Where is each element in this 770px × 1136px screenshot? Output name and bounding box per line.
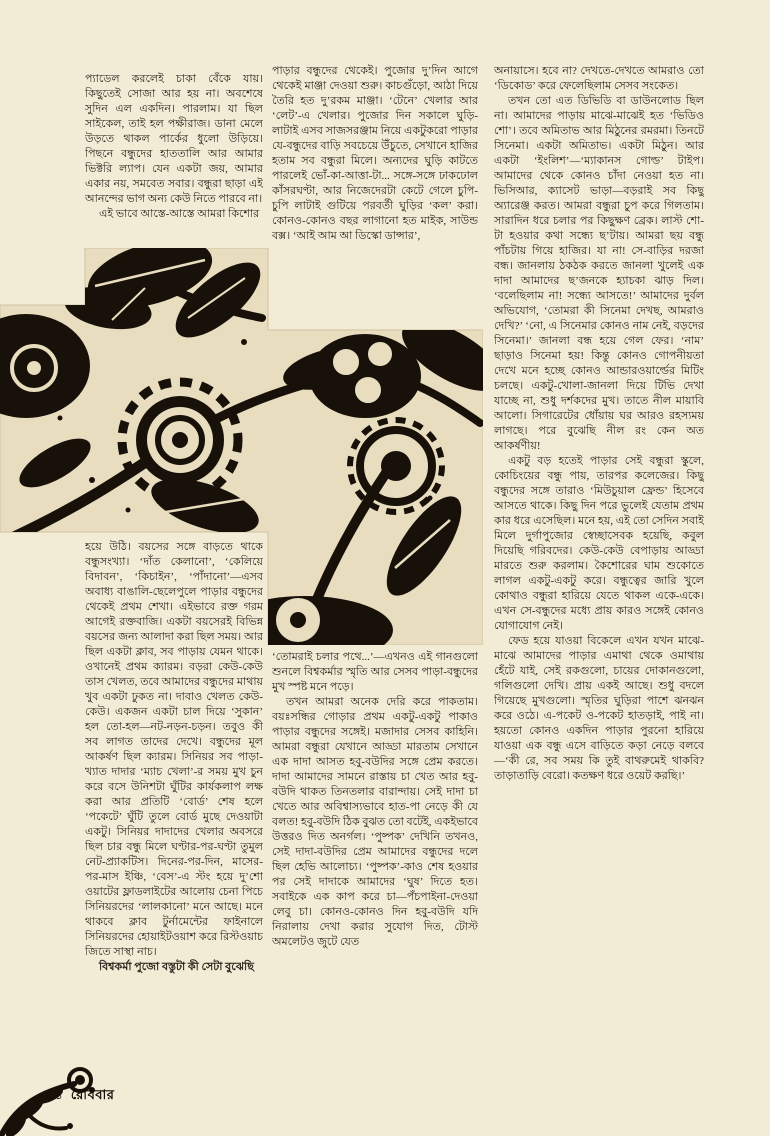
corner-floral-ornament-icon xyxy=(0,1030,100,1136)
page-number: ৫৪ xyxy=(46,1087,63,1102)
article-column-1-top xyxy=(85,72,263,248)
article-column-2-top xyxy=(272,64,478,326)
article-paragraph: এই ভাবে আস্তে-আস্তে আমরা কিশোর xyxy=(99,208,260,220)
article-paragraph: প্যাডেল করলেই চাকা বেঁকে যায়। কিছুতেই সোজা আর হয় না। অবশেষে সুদিন এল একদিন। পারলাম। যা ছিল সাইকেল, তাই হল পক্ষীরাজ। ডানা মেলে উড়তে থাকল পার্কের ধুলো উড়িয়ে। পিছনে বন্ধুদের হাততালি আর আমার ভিক্টরি ল্যাপ। যেন একটা জয়, আমার একার নয়, সমবেত সবার। বন্ধুরা ছাড়া এই আনন্দের ভাগ অন্য কেউ নিতে পারবে না। xyxy=(85,73,263,205)
article-paragraph: তখন আমরা অনেক দেরি করে পাকতাম। বয়ঃসন্ধির গোড়ার প্রথম একটু-একটু পাকাও পাড়ার বন্ধুদের সঙ্গেই। মজাদার সেসব কাহিনি। আমরা বন্ধুরা যেখানে আড্ডা মারতাম সেখানে এক দাদা আসত হবু-বউদির সঙ্গে প্রেম করতে। দাদা আমাদের সামনে রাস্তায় চা খেত আর হবু-বউদি থাকত তিনতলার বারান্দায়। সেই দাদা চা খেতে আর অবিশ্বাস্যভাবে হাত-পা নেড়ে কী যে বলত! হবু-বউদি ঠিক বুঝত তো বটেই, একইভাবে উত্তরও দিত অনর্গল। ‘পুষ্পক’ দেখিনি তখনও, সেই দাদা-বউদির প্রেম আমাদের বন্ধুদের দলে ছিল হেভি আলোচ্য। ‘পুষ্পক’-কাও শেষ হওয়ার পর সেই দাদাকে আমাদের ‘ঘুষ’ দিতে হত। সবাইকে এক কাপ করে চা—পঁচপাইনা-দেওয়া লেবু চা। কোনও-কোনও দিন হবু-বউদি যদি নিরালায় দেখা করার সুযোগ দিত, টোস্ট অমলেটও জুটে যেত xyxy=(272,696,478,948)
article-paragraph: ফেড হয়ে যাওয়া বিকেলে এখন যখন মাঝে-মাঝে আমাদের পাড়ার এমাথা থেকে ওমাথায় হেঁটে যাই, সেই রকগুলো, চায়ের দোকানগুলো, গলিগুলো দেখি। প্রায় একই আছে। শুধু বদলে গিয়েছে মুখগুলো। স্মৃতির ঘুড়িরা পাশে ঝনঝন করে ওঠে। এ-পকেট ও-পকেট হাতড়াই, পাই না। হয়তো কোনও একদিন পাড়ার পুরনো হারিয়ে যাওয়া এক বন্ধু এসে বাড়িতে কড়া নেড়ে বলবে—‘কী রে, সব সময় কি তুই বাথরুমেই থাকবি? তাড়াতাড়ি বেরো। কতক্ষণ ধরে ওয়েট করছি।’ xyxy=(494,635,704,782)
page-footer xyxy=(46,1086,114,1107)
article-paragraph: ‘তোমরাই চলার পথে...’—এখনও এই গানগুলো শুনলে বিশ্বকর্মার স্মৃতি আর সেসব পাড়া-বন্ধুদের মুখ স্পষ্ট মনে পড়ে। xyxy=(272,651,478,693)
article-column-2-bottom xyxy=(272,650,478,1088)
article-paragraph: অনায়াসে। হবে না? দেখতে-দেখতে আমরাও তো ‘ডিকোড’ করে ফেলেছিলাম সেসব সংকেত। xyxy=(494,65,704,92)
article-column-3 xyxy=(494,64,704,1088)
article-column-1-bottom xyxy=(85,540,263,1088)
article-paragraph: পাড়ার বন্ধুদের থেকেই। পুজোর দু’দিন আগে থেকেই মাঞ্জা দেওয়া শুরু। কাচগুঁড়ো, আঠা দিয়ে তৈরি হত দু’রকম মাঞ্জা। ‘টেনে’ খেলার আর ‘লেট’-এ খেলার। পুজোর দিন সকালে ঘুড়ি-লাটাই এসব সাজসরঞ্জাম নিয়ে একটুকরো পাড়ার যে-বন্ধুদের বাড়ি সবচেয়ে উঁচুতে, সেখানে হাজির হতাম সব বন্ধুরা মিলে। অন্যদের ঘুড়ি কাটতে পারলেই ভোঁ-কা-আত্তা-টা... সঙ্গে-সঙ্গে ঢাকঢোল কাঁসরঘণ্টা, আর নিজেদেরটা কেটে গেলে চুপি-চুপি লাটাই গুটিয়ে পরবর্তী ঘুড়ির ‘কল’ করা। কোনও-কোনও বছর লাগানো হত মাইক, সাউন্ড বক্স। ‘আই আম আ ডিস্কো ডান্সার’, xyxy=(272,65,478,242)
article-paragraph: হয়ে উঠি। বয়সের সঙ্গে বাড়তে থাকে বন্ধুসংখ্যা। ‘দাঁত কেলানো’, ‘কেলিয়ে বিদাবন’, ‘কিচাইন’, ‘পাঁদানো’—এসব অবাধ্য বাঙালি-ছেলেপুলে পাড়ার বন্ধুদের থেকেই প্রথম শেখা। এইভাবে রক্ত গরম আগেই রক্তবাজি। একটা বয়সেরই বিভিন্ন বয়সের জন্য আলাদা করা ছিল সময়। আর ছিল একটা ক্লাব, সব পাড়ায় যেমন থাকে। ওখানেই প্রথম ক্যারম। বড়রা কেউ-কেউ তাস খেলত, তবে আমাদের বন্ধুদের মাথায় খুব একটা ঢুকত না। দাবাও খেলত কেউ-কেউ। একজন একটা চাল দিয়ে ‘সুকান’ হল তো-হল—নট-নড়ন-চড়ন। তবুও কী সব লাগত তাদের দেখে। বন্ধুদের মূল আকর্ষণ ছিল ক্যারম। সিনিয়র সব পাড়া-খ্যাত দাদার ‘ম্যাচ খেলা’-র সময় মুখ চুন করে বসে উনিশটা ঘুঁটির কার্যকলাপ লক্ষ করা আর প্রতিটি ‘বোর্ড’ শেষ হলে ‘পকেটে’ ঘুঁটি তুলে বোর্ড মুছে দেওয়াটা একটু। সিনিয়র দাদাদের খেলার অবসরে ছিল চার বন্ধু মিলে ঘণ্টার-পর-ঘণ্টা তুমুল নেট-প্র্যাকটিস। দিনের-পর-দিন, মাসের-পর-মাস ইঞ্চি, ‘বেস’-এ স্টং হয়ে দু’শো ওয়াটের ফ্লাডলাইটের আলোয় চেনা পিচে সিনিয়রদের ‘লালকানো’ মনে আছে। মনে থাকবে ক্লাব টুর্নামেন্টের ফাইনালে সিনিয়রদের হোয়াইটওয়াশ করে রিস্টওয়াচ জিতে সাস্থা নাচ। xyxy=(85,541,263,958)
article-paragraph: একটু বড় হতেই পাড়ার সেই বন্ধুরা স্কুলে, কোচিংয়ের বন্ধু পায়, তারপর কলেজের। কিছু বন্ধুদের সঙ্গে তারাও ‘মিউচুয়াল ফ্রেন্ড’ হিসেবে আসতে থাকে। কিছু দিন পরে ভুলেই যেতাম প্রথম কার ধরে এসেছিল। মনে হয়, এই তো সেদিন সবাই মিলে দুর্গাপুজোর স্বেচ্ছাসেবক হয়েছি, কবুল দিয়েছি গরিবদের। কেউ-কেউ বেপাড়ায় আড্ডা মারতে শুরু করলাম। কৈশোরের ঘাম শুকোতে লাগল একটু-একটু করে। বন্ধুত্বের জারি খুলে কোথাও বন্ধুরা হারিয়ে যেতে থাকল একে-একে। এখন সে-বন্ধুদের মধ্যে প্রায় কারও সঙ্গেই কোনও যোগাযোগ নেই। xyxy=(494,455,704,632)
flower-motif-bottom xyxy=(276,598,320,642)
magazine-name: রোববার xyxy=(70,1087,115,1102)
article-paragraph: তখন তো এত ডিভিডি বা ডাউনলোড ছিল না। আমাদের পাড়ায় মাঝে-মাঝেই হত ‘ভিডিও শো’। তবে অমিতাভ আর মিঠুনের রমরমা। তিনটে সিনেমা। একটা অমিতাভ। একটা মিঠুন। আর একটা ‘ইংলিশ’—‘ম্যাকানস গোল্ড’ টাইপ। আমাদের থেকে কোনও চাঁদা নেওয়া হত না। ভিসিআর, ক্যাসেট ভাড়া—বড়রাই সব কিছু অ্যারেঞ্জ করত। আমরা বন্ধুরা চুপ করে গিলতাম। সারাদিন ধরে চলার পর কিছুক্ষণ ব্রেক। লাস্ট শো-টা হওয়ার কথা সন্ধ্যে ছ’টায়। আমরা ছয় বন্ধু পাঁচটায় গিয়ে হাজির। যা না! সে-বাড়ির দরজা বন্ধ। জানলায় ঠকঠক করতে জানলা খুলেই এক দাদা আমাদের ছ’জনকে হ্যাচকা ঝাড় দিল। ‘বলেছিলাম না! সন্ধ্যে আসতে!’ আমাদের দুর্বল অভিযোগ, ‘তোমরা কী সিনেমা দেখছ, আমরাও দেখি?’ ‘নো, এ সিনেমার কোনও নাম নেই, বড়দের সিনেমা।’ জানলা বন্ধ হয়ে গেল ফের। ‘নাম’ ছাড়াও সিনেমা হয়! কিন্তু কোনও গোপনীয়তা দেখে মনে হচ্ছে কোনও আন্ডারওয়ার্ল্ডের মিটিং চলছে। একটু-খোলা-জানলা দিয়ে টিভি দেখা যাচ্ছে না, শুধু দর্শকদের মুখ। তাতে নীল মায়াবি আলো। সিগারেটের ধোঁয়ায় ঘর আরও রহস্যময় লাগছে। পরে বুঝেছি নীল রং কেন অত আকর্ষণীয়! xyxy=(494,95,704,452)
article-paragraph-bold-lead: বিশ্বকর্মা পুজো বস্তুটা কী সেটা বুঝেছি xyxy=(99,961,254,973)
